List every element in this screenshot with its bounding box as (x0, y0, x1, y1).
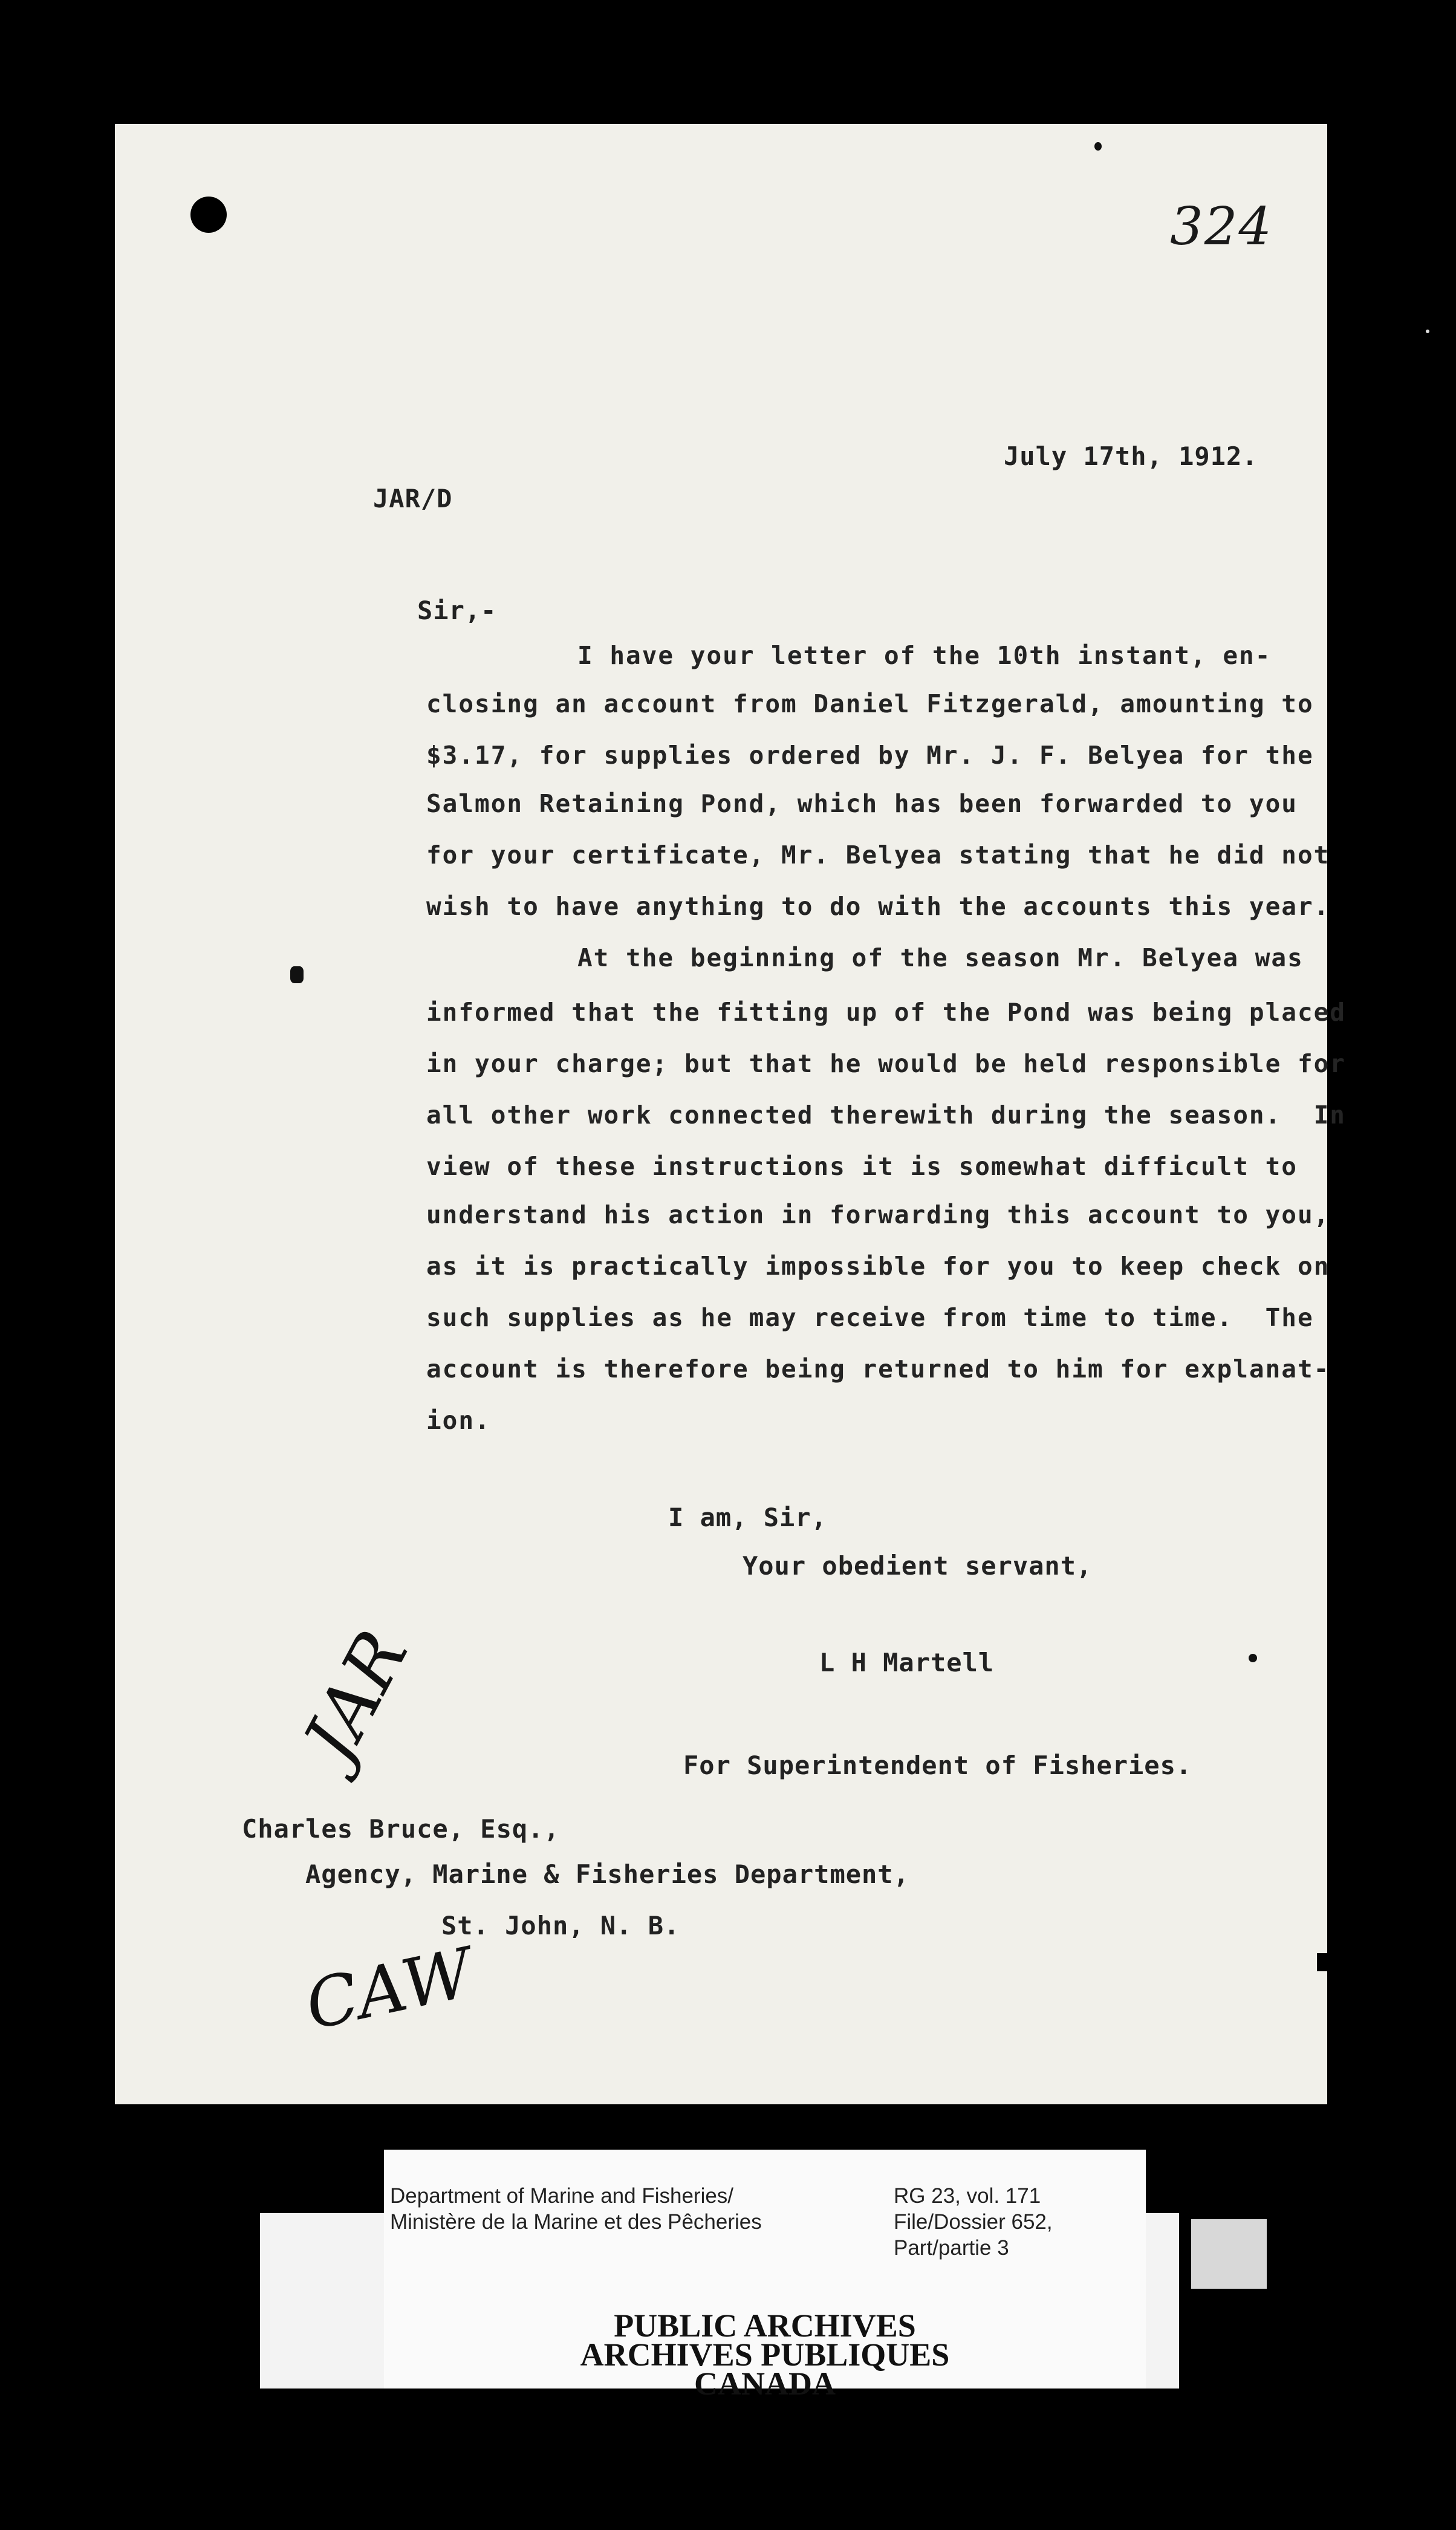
file-number: File/Dossier 652, (894, 2210, 1053, 2234)
addressee-name: Charles Bruce, Esq., (242, 1814, 560, 1844)
addressee-organization: Agency, Marine & Fisheries Department, (305, 1859, 909, 1889)
body-line: in your charge; but that he would be held responsible for (426, 1049, 1346, 1078)
department-en: Department of Marine and Fisheries/ (390, 2184, 734, 2208)
body-line: such supplies as he may receive from time to time. The (426, 1303, 1314, 1332)
page-number: 324 (1170, 197, 1273, 257)
body-line: account is therefore being returned to him for explanat- (426, 1354, 1330, 1384)
file-part: Part/partie 3 (894, 2236, 1009, 2260)
body-line: ion. (426, 1406, 491, 1435)
body-line: Salmon Retaining Pond, which has been forwarded to you (426, 789, 1298, 818)
body-line: wish to have anything to do with the accounts this year. (426, 892, 1330, 921)
label-backing (1146, 2213, 1179, 2389)
reference-code: JAR/D (373, 484, 453, 513)
closing-line: Your obedient servant, (743, 1551, 1093, 1581)
signatory-title: For Superintendent of Fisheries. (683, 1751, 1192, 1780)
body-line: for your certificate, Mr. Belyea stating that he did not (426, 841, 1330, 870)
body-line: closing an account from Daniel Fitzgerald, amounting to (426, 689, 1314, 718)
body-line: At the beginning of the season Mr. Belyea was (577, 943, 1304, 972)
speck (1426, 330, 1429, 333)
signatory-name: L H Martell (819, 1648, 995, 1677)
speck (290, 966, 304, 983)
body-line: $3.17, for supplies ordered by Mr. J. F. Belyea for the (426, 741, 1314, 770)
body-line: understand his action in forwarding this account to you, (426, 1200, 1330, 1229)
addressee-city: St. John, N. B. (441, 1911, 680, 1940)
initials-mark: JAR (287, 1617, 424, 1775)
department-fr: Ministère de la Marine et des Pêcheries (390, 2210, 762, 2234)
label-backing (260, 2213, 384, 2389)
closing-line: I am, Sir, (668, 1503, 827, 1532)
body-line: as it is practically impossible for you to keep check on (426, 1252, 1330, 1281)
body-line: informed that the fitting up of the Pond was being placed (426, 998, 1346, 1027)
signature-mark: CAW (299, 1933, 479, 2046)
body-line: view of these instructions it is somewhat difficult to (426, 1152, 1298, 1181)
punch-hole (190, 197, 227, 233)
edge-notch (1317, 1953, 1341, 1971)
archives-title-fr: ARCHIVES PUBLIQUES (580, 2337, 950, 2373)
speck (1249, 1654, 1257, 1662)
speck (1094, 142, 1102, 151)
body-line: all other work connected therewith during the season. In (426, 1101, 1346, 1130)
date-line: July 17th, 1912. (1004, 441, 1258, 471)
label-tab (1191, 2219, 1267, 2289)
archives-title-en: PUBLIC ARCHIVES (614, 2307, 916, 2344)
salutation: Sir,- (417, 596, 497, 625)
archives-country: CANADA (694, 2366, 836, 2402)
record-group: RG 23, vol. 171 (894, 2184, 1041, 2208)
body-line: I have your letter of the 10th instant, en- (577, 641, 1272, 670)
